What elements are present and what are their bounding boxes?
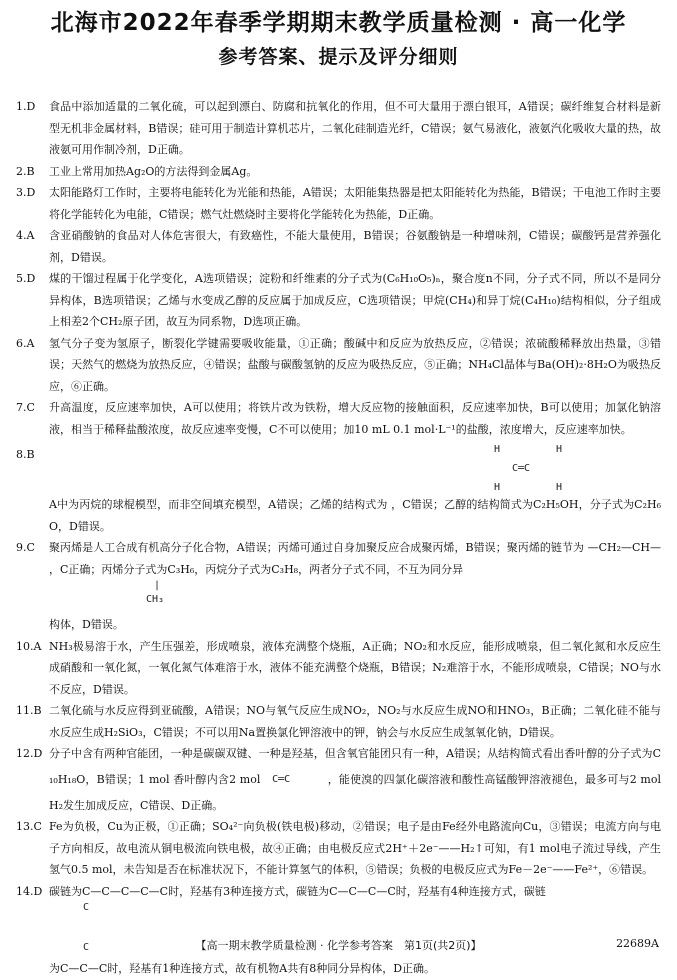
- answer-number: 13.C: [16, 820, 42, 833]
- page-footer: [0, 937, 677, 957]
- answer-text: 含亚硝酸钠的食品对人体危害很大，有致癌性，不能大量使用，B错误；谷氨酸钠是一种增味剂，C错误；碳酸钙是营养强化剂，D错误。: [49, 229, 661, 264]
- answer-text: 太阳能路灯工作时，主要将电能转化为光能和热能，A错误；太阳能集热器是把太阳能转化为热能，B错误；干电池工作时主要将化学能转化为电能，C错误；燃气灶燃烧时主要将化学能转化为热能，D正确。: [49, 186, 661, 221]
- answer-number: 1.D: [16, 100, 36, 113]
- answer-text: 聚丙烯是人工合成有机高分子化合物，A错误；丙烯可通过自身加聚反应合成聚丙烯，B错误；聚丙烯的链节为 —CH₂—CH— ，C正确；丙烯分子式为C₃H₆，丙烷分子式为C₃H₈，两者分子式不同，不互为同分异: [49, 541, 661, 576]
- atom-h: H: [556, 444, 563, 455]
- answer-number: 14.D: [16, 884, 43, 898]
- answer-number: 8.B: [16, 448, 35, 461]
- answer-text: 食品中添加适量的二氧化硫，可以起到漂白、防腐和抗氧化的作用，但不可大量用于漂白银耳，A错误；碳纤维复合材料是新型无机非金属材料，B错误；硅可用于制造计算机芯片，二氧化硅制造光纤，C错误；氨气易液化，液氨汽化吸收大量的热，故液氨可用作制冷剂，D正确。: [49, 100, 661, 156]
- atom-h: H: [494, 444, 501, 455]
- answer-item: [16, 881, 661, 980]
- answer-item: [16, 636, 661, 701]
- answer-item: [16, 182, 661, 225]
- answer-number: 5.D: [16, 272, 36, 285]
- answer-text: NH₃极易溶于水，产生压强差，形成喷泉，液体充满整个烧瓶，A正确；NO₂和水反应，能形成喷泉，但二氧化氮和水反应生成硝酸和一氧化氮，一氧化氮气体难溶于水，液体不能充满整个烧瓶，B错误；N₂难溶于水，不能形成喷泉，C错误；NO与水不反应，D错误。: [49, 639, 661, 696]
- answer-item: [16, 700, 661, 743]
- answer-item: [16, 743, 661, 816]
- answer-number: 10.A: [16, 639, 42, 653]
- answer-item: [16, 225, 661, 268]
- answer-item: [16, 816, 661, 881]
- bond-line: |: [154, 580, 161, 591]
- atom-c: C: [83, 902, 90, 913]
- answer-text-cont: ，能使溴的四氯化碳溶液和酸性高锰酸钾溶液褪色，最多可与2 mol H₂发生加成反应，C错误、D正确。: [49, 772, 661, 812]
- atom-h: H: [494, 482, 501, 493]
- answer-item: [16, 268, 661, 333]
- atom-c: C: [83, 942, 90, 953]
- answer-number: 12.D: [16, 747, 43, 760]
- answer-text: 碳链为C—C—C—C—C时，羟基有3种连接方式，碳链为C—C—C—C时，羟基有4种连接方式，碳链: [49, 884, 546, 898]
- answer-item: [16, 96, 661, 161]
- methyl-group: CH₃: [146, 594, 165, 605]
- atom-h: H: [556, 482, 563, 493]
- carbon-double-bond: C═C: [272, 773, 291, 785]
- page-subtitle: 参考答案、提示及评分细则: [218, 46, 459, 68]
- footer-label: 【高一期末教学质量检测 · 化学参考答案 第1页(共2页)】: [195, 939, 482, 952]
- answer-number: 2.B: [16, 164, 35, 178]
- footer-code: 22689A: [616, 937, 659, 950]
- answer-text: 分子中含有两种官能团，一种是碳碳双键、一种是羟基，但含氧官能团只有一种，A错误；从结构简式看出香叶醇的分子式为C₁₀H₁₈O，B错误；1 mol 香叶醇内含2 mol: [49, 747, 661, 786]
- answer-item: [16, 444, 661, 537]
- answer-text-cont: ，C错误；乙醇的结构简式为C₂H₅OH，分子式为C₂H₆O，D错误。: [49, 498, 662, 533]
- answer-text-cont: 为C—C—C时，羟基有1种连接方式，故有机物A共有8种同分异构体，D正确。: [49, 962, 436, 975]
- answer-text: Fe为负极，Cu为正极，①正确；SO₄²⁻向负极(铁电极)移动，②错误；电子是由Fe经外电路流向Cu，③错误；电流方向与电子方向相反，故电流从铜电极流向铁电极，故④正确；由电极反应式2H⁺＋2e⁻——H₂↑可知，有1 mol电子流过导线，产生氢气0.5 mol，未告知是否在标准状况下，不能计算氢气的体积，⑤错误；负极的电极反应式为Fe－2e⁻——Fe²⁺，⑥错误。: [49, 820, 661, 876]
- answer-text: 氢气分子变为氢原子，断裂化学键需要吸收能量，①正确；酸碱中和反应为放热反应，②错误；浓硫酸稀释放出热量，③错误；天然气的燃烧为放热反应，④错误；盐酸与碳酸氢钠的反应为吸热反应，⑤正确；NH₄Cl晶体与Ba(OH)₂·8H₂O为吸热反应，⑥正确。: [49, 336, 661, 393]
- answer-number: 4.A: [16, 229, 35, 242]
- answer-item: [16, 537, 661, 636]
- answer-text-cont: 构体，D错误。: [49, 618, 124, 631]
- answer-text: 工业上常用加热Ag₂O的方法得到金属Ag。: [49, 164, 258, 178]
- answer-list: [16, 96, 661, 980]
- answer-number: 7.C: [16, 401, 35, 414]
- double-bond: C═C: [512, 463, 531, 474]
- answer-text: A中为丙烷的球棍模型，而非空间填充模型，A错误；乙烯的结构式为: [49, 498, 388, 511]
- answer-number: 6.A: [16, 336, 35, 350]
- answer-text: 煤的干馏过程属于化学变化，A选项错误；淀粉和纤维素的分子式为(C₆H₁₀O₅)ₙ，聚合度n不同，分子式不同，所以不是同分异构体，B选项错误；乙烯与水变成乙醇的反应属于加成反应，C选项错误；甲烷(CH₄)和异丁烷(C₄H₁₀)结构相似，分子组成上相差2个CH₂原子团，故互为同系物，D选项正确。: [49, 272, 661, 328]
- answer-text: 二氧化硫与水反应得到亚硫酸，A错误；NO与氧气反应生成NO₂，NO₂与水反应生成NO和HNO₃，B正确；二氧化硅不能与水反应生成H₂SiO₃，C错误；不可以用Na置换氯化钾溶液中的钾，钠会与水反应生成氢氧化钠，D错误。: [49, 704, 661, 739]
- ethene-structure: [494, 444, 604, 494]
- page-title: 北海市2022年春季学期期末教学质量检测 · 高一化学: [50, 10, 627, 36]
- answer-item: [16, 161, 661, 183]
- answer-number: 3.D: [16, 186, 36, 199]
- answer-text: 升高温度，反应速率加快，A可以使用；将铁片改为铁粉，增大反应物的接触面积，反应速率加快，B可以使用；加氯化钠溶液，相当于稀释盐酸浓度，故反应速率变慢，C不可以使用；加10 mL 0.1 mol·L⁻¹的盐酸，浓度增大，反应速率加快。: [49, 401, 661, 436]
- answer-item: [16, 333, 661, 398]
- answer-number: 9.C: [16, 541, 35, 554]
- answer-number: 11.B: [16, 704, 42, 717]
- methyl-branch: [124, 580, 244, 614]
- answer-item: [16, 397, 661, 440]
